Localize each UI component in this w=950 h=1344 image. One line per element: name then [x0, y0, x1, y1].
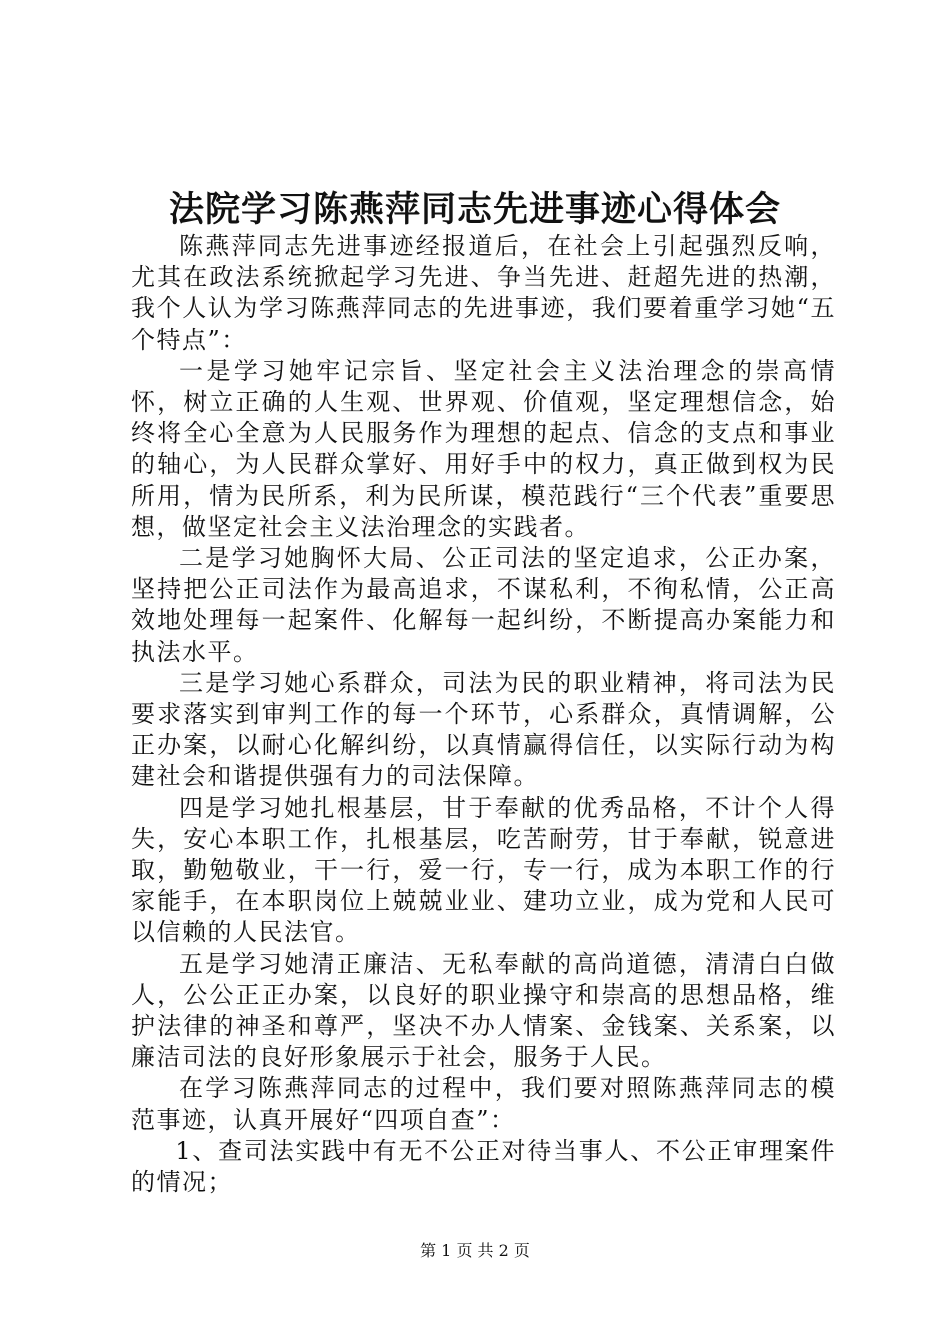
paragraph-point-one: 一是学习她牢记宗旨、坚定社会主义法治理念的崇高情怀，树立正确的人生观、世界观、价值观，坚定理想信念，始终将全心全意为人民服务作为理想的起点、信念的支点和事业的轴心，为人民群众掌好、用好手中的权力，真正做到权为民所用，情为民所系，利为民所谋，模范践行“三个代表”重要思想，做坚定社会主义法治理念的实践者。 [131, 356, 836, 541]
paragraph-self-check-item-1: 1、查司法实践中有无不公正对待当事人、不公正审理案件的情况； [131, 1136, 836, 1197]
paragraph-point-three: 三是学习她心系群众，司法为民的职业精神，将司法为民要求落实到审判工作的每一个环节，心系群众，真情调解，公正办案，以耐心化解纠纷，以真情赢得信任，以实际行动为构建社会和谐提供强有力的司法保障。 [131, 668, 836, 791]
paragraph-point-five: 五是学习她清正廉洁、无私奉献的高尚道德，清清白白做人，公公正正办案，以良好的职业操守和崇高的思想品格，维护法律的神圣和尊严，坚决不办人情案、金钱案、关系案，以廉洁司法的良好形象展示于社会，服务于人民。 [131, 949, 836, 1072]
paragraph-intro: 陈燕萍同志先进事迹经报道后，在社会上引起强烈反响，尤其在政法系统掀起学习先进、争当先进、赶超先进的热潮，我个人认为学习陈燕萍同志的先进事迹，我们要着重学习她“五个特点”： [131, 232, 836, 354]
document-title: 法院学习陈燕萍同志先进事迹心得体会 [168, 189, 781, 230]
paragraph-point-four: 四是学习她扎根基层，甘于奉献的优秀品格，不计个人得失，安心本职工作，扎根基层，吃苦耐劳，甘于奉献，锐意进取，勤勉敬业，干一行，爱一行，专一行，成为本职工作的行家能手，在本职岗位上兢兢业业、建功立业，成为党和人民可以信赖的人民法官。 [131, 793, 836, 947]
paragraph-self-check-intro: 在学习陈燕萍同志的过程中，我们要对照陈燕萍同志的模范事迹，认真开展好“四项自查”： [131, 1074, 836, 1134]
page-footer: 第 1 页 共 2 页 [420, 1241, 530, 1260]
document-body [131, 231, 836, 1198]
paragraph-point-two: 二是学习她胸怀大局、公正司法的坚定追求，公正办案，坚持把公正司法作为最高追求，不谋私利，不徇私情，公正高效地处理每一起案件、化解每一起纠纷，不断提高办案能力和执法水平。 [131, 544, 836, 666]
